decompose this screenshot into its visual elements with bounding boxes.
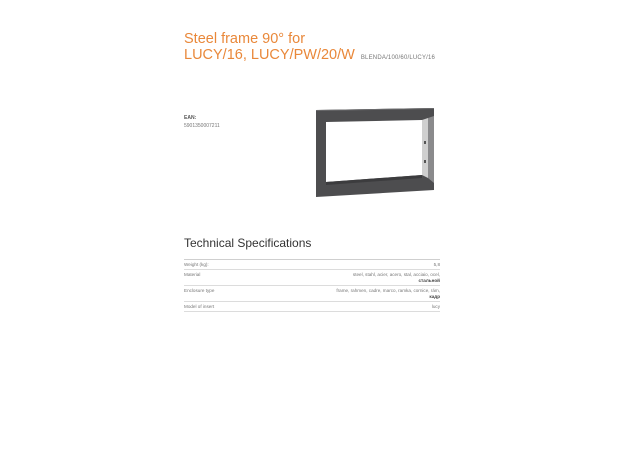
spec-value [264,304,440,310]
spec-value-text: lucy [431,303,440,309]
ean-label: EAN: [184,115,197,121]
steel-frame-image [316,108,440,198]
product-title-line1: Steel frame 90° for [184,31,306,47]
spec-value-text: frame, rahmen, cadre, marco, ramka, cornice, rám, [336,287,440,293]
spec-label: Enclosure type [184,287,215,293]
product-title-line2 [184,47,435,66]
product-code: BLENDA/100/60/LUCY/16 [360,55,436,61]
table-row [184,260,440,270]
spec-table [184,259,440,312]
spec-value-russian: кадр [429,293,440,299]
product-model-names: LUCY/16, LUCY/PW/20/W [184,47,355,63]
spec-value-russian: стальной [418,277,440,283]
table-row [184,302,440,312]
spec-label: Model of insert [184,303,215,309]
table-row [184,286,440,302]
spec-heading: Technical Specifications [184,236,312,250]
spec-value-text: steel, stahl, acier, acero, stal, acciaio, ocel, [352,271,440,277]
spec-value-text: 5,8 [433,261,440,267]
ean-value: 5901350007211 [184,123,220,129]
spec-value [264,262,440,268]
spec-label: Material [184,271,201,277]
product-title [184,31,435,66]
spec-label: Weight (kg): [184,261,209,267]
spec-value [264,288,440,300]
table-row [184,270,440,286]
spec-value [264,272,440,284]
